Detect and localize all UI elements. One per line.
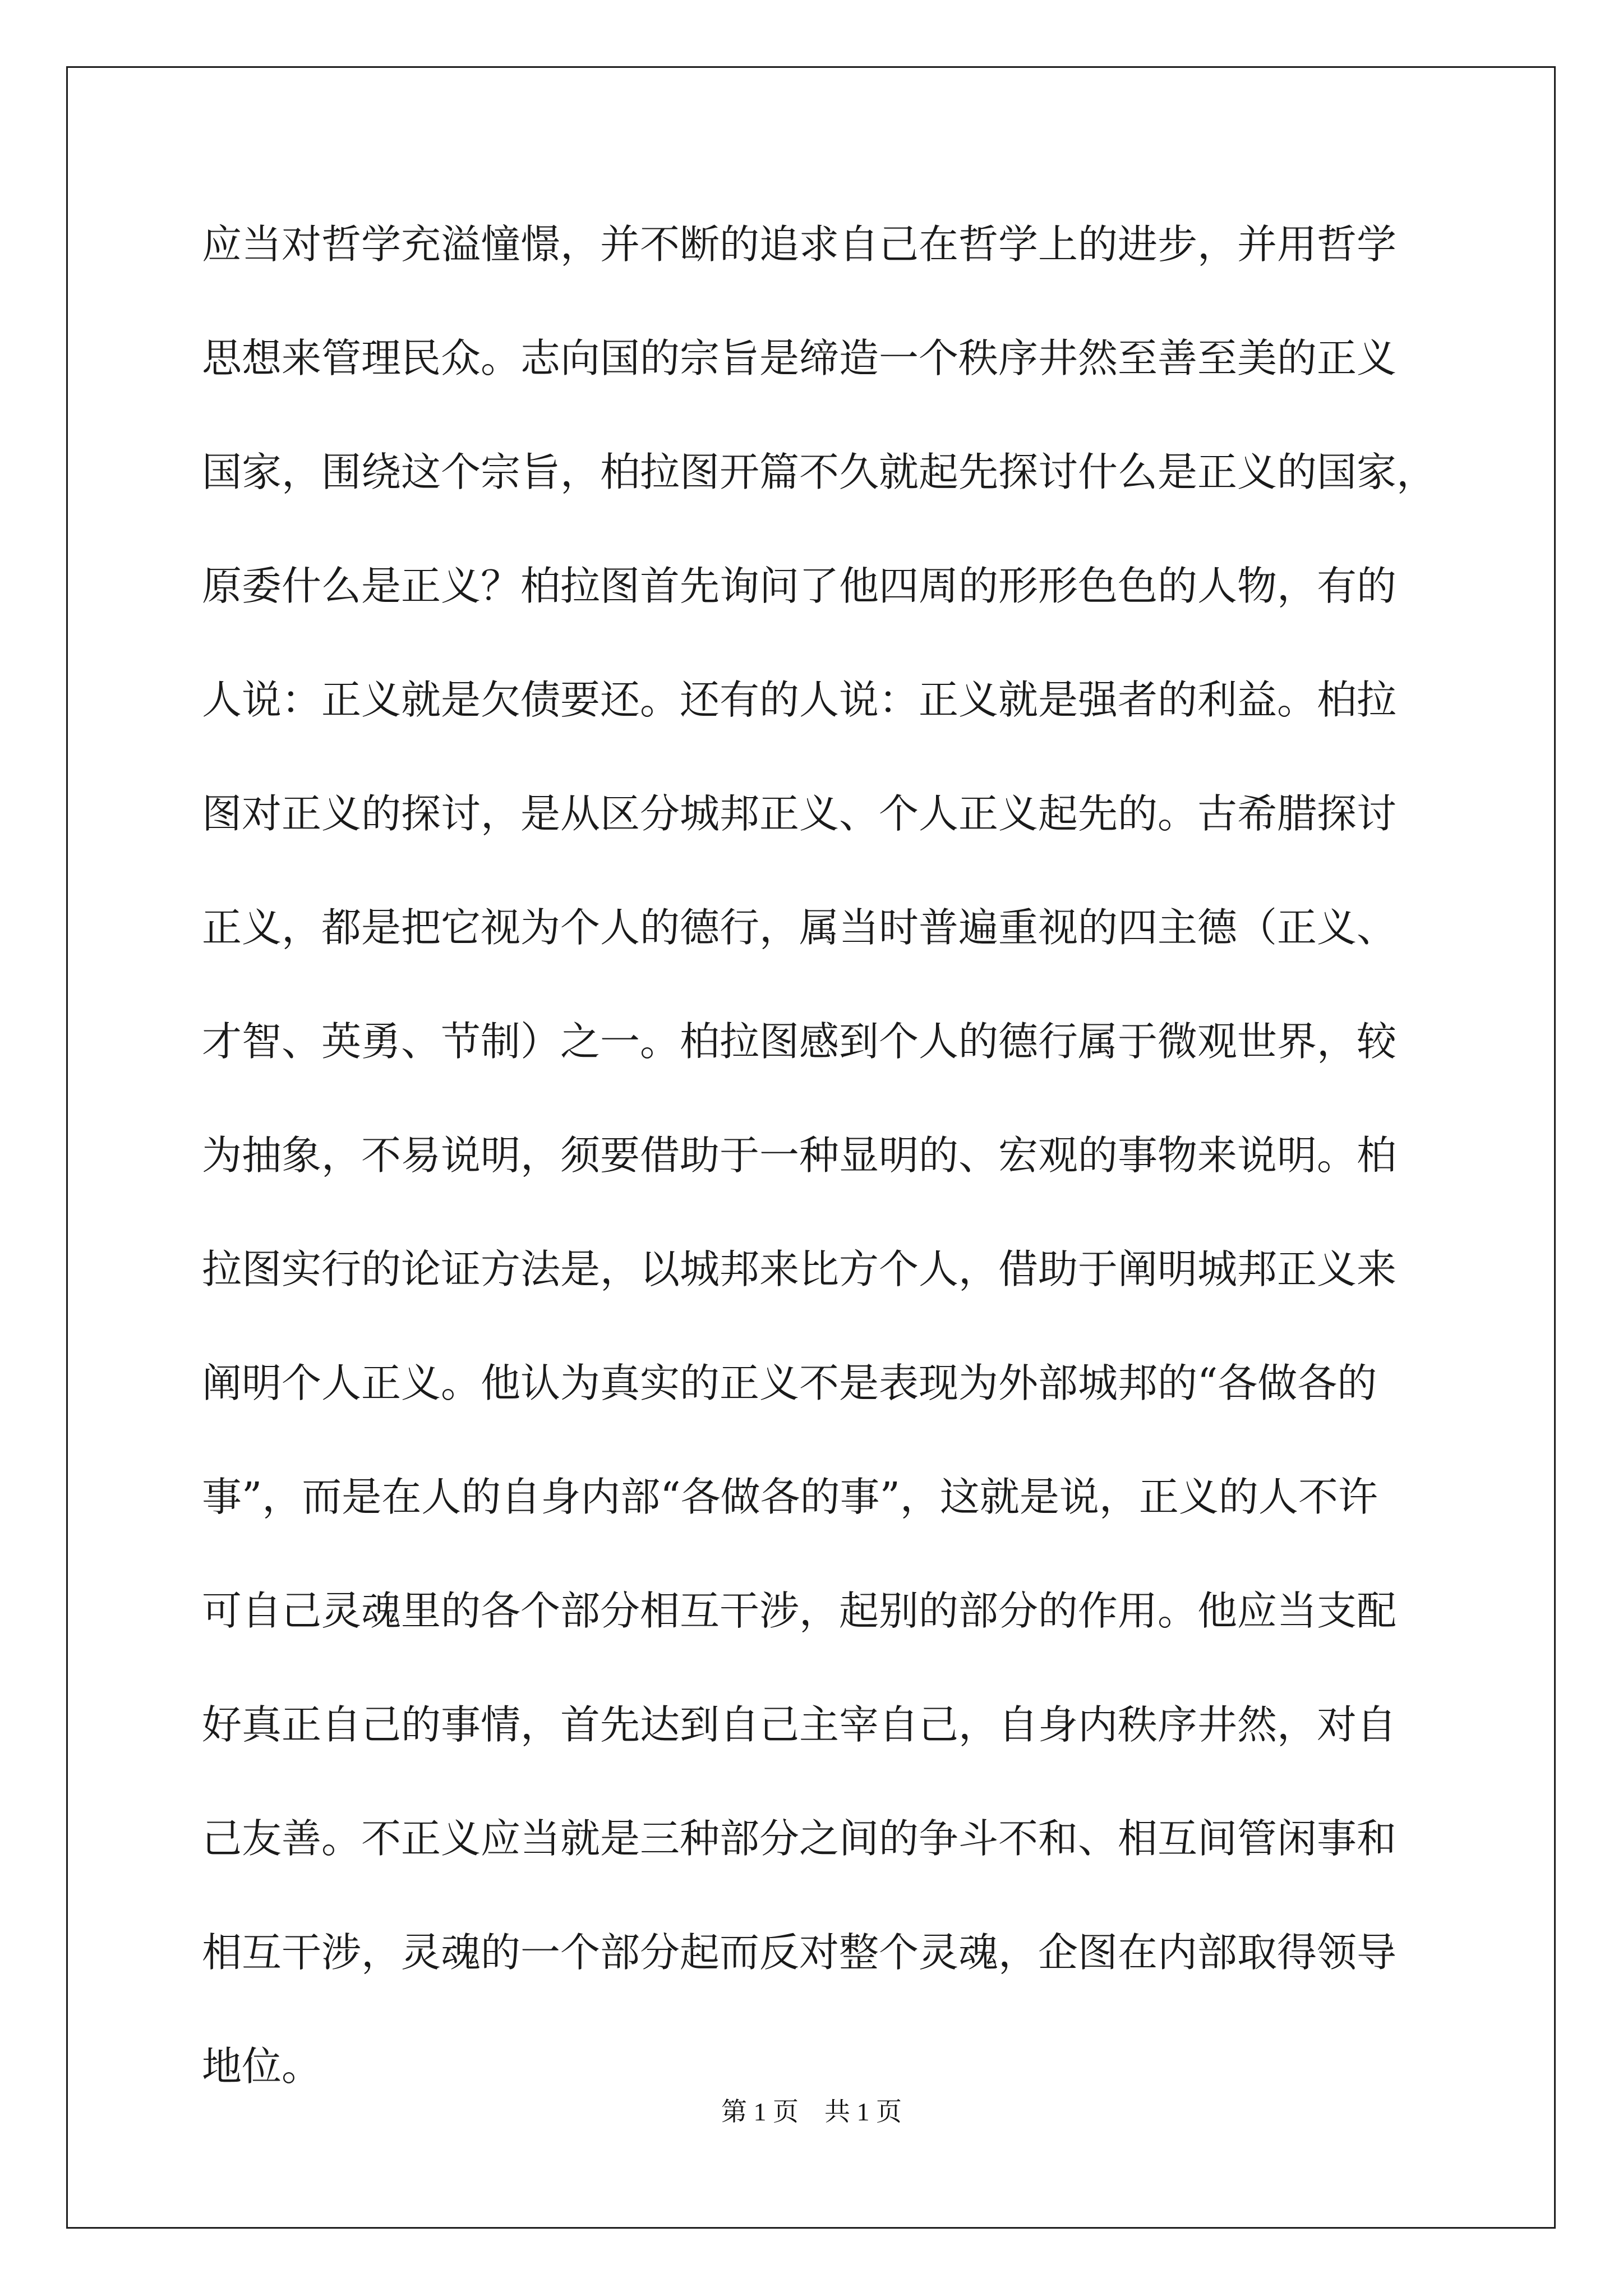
text-line: 可自己灵魂里的各个部分相互干涉，起别的部分的作用。他应当支配 xyxy=(202,1588,1397,1634)
text-line: 好真正自己的事情，首先达到自己主宰自己，自身内秩序井然，对自 xyxy=(202,1701,1397,1748)
text-line: 图对正义的探讨，是从区分城邦正义、个人正义起先的。古希腊探讨 xyxy=(202,790,1397,837)
document-body xyxy=(202,217,1437,2152)
text-line: 才智、英勇、节制）之一。柏拉图感到个人的德行属于微观世界，较 xyxy=(202,1018,1397,1065)
text-line: 己友善。不正义应当就是三种部分之间的争斗不和、相互间管闲事和 xyxy=(202,1815,1397,1862)
text-line: 相互干涉，灵魂的一个部分起而反对整个灵魂，企图在内部取得领导 xyxy=(202,1929,1397,1976)
text-line: 正义，都是把它视为个人的德行，属当时普遍重视的四主德（正义、 xyxy=(202,904,1397,951)
text-line: 人说：正义就是欠债要还。还有的人说：正义就是强者的利益。柏拉 xyxy=(202,677,1397,723)
text-line: 思想来管理民众。志向国的宗旨是缔造一个秩序井然至善至美的正义 xyxy=(202,335,1397,381)
text-line: 应当对哲学充溢憧憬，并不断的追求自己在哲学上的进步，并用哲学 xyxy=(202,221,1397,268)
page-number: 第 1 页 共 1 页 xyxy=(721,2097,902,2126)
text-line: 原委什么是正义？柏拉图首先询问了他四周的形形色色的人物，有的 xyxy=(202,563,1397,609)
text-line: 拉图实行的论证方法是，以城邦来比方个人，借助于阐明城邦正义来 xyxy=(202,1246,1397,1292)
text-line: 事”，而是在人的自身内部“各做各的事”，这就是说，正义的人不许 xyxy=(202,1474,1378,1520)
text-line: 地位。 xyxy=(202,2043,322,2090)
text-line: 阐明个人正义。他认为真实的正义不是表现为外部城邦的“各做各的 xyxy=(202,1360,1377,1406)
text-line: 国家，围绕这个宗旨，柏拉图开篇不久就起先探讨什么是正义的国家， xyxy=(202,449,1437,495)
text-line: 为抽象，不易说明，须要借助于一种显明的、宏观的事物来说明。柏 xyxy=(202,1132,1397,1179)
